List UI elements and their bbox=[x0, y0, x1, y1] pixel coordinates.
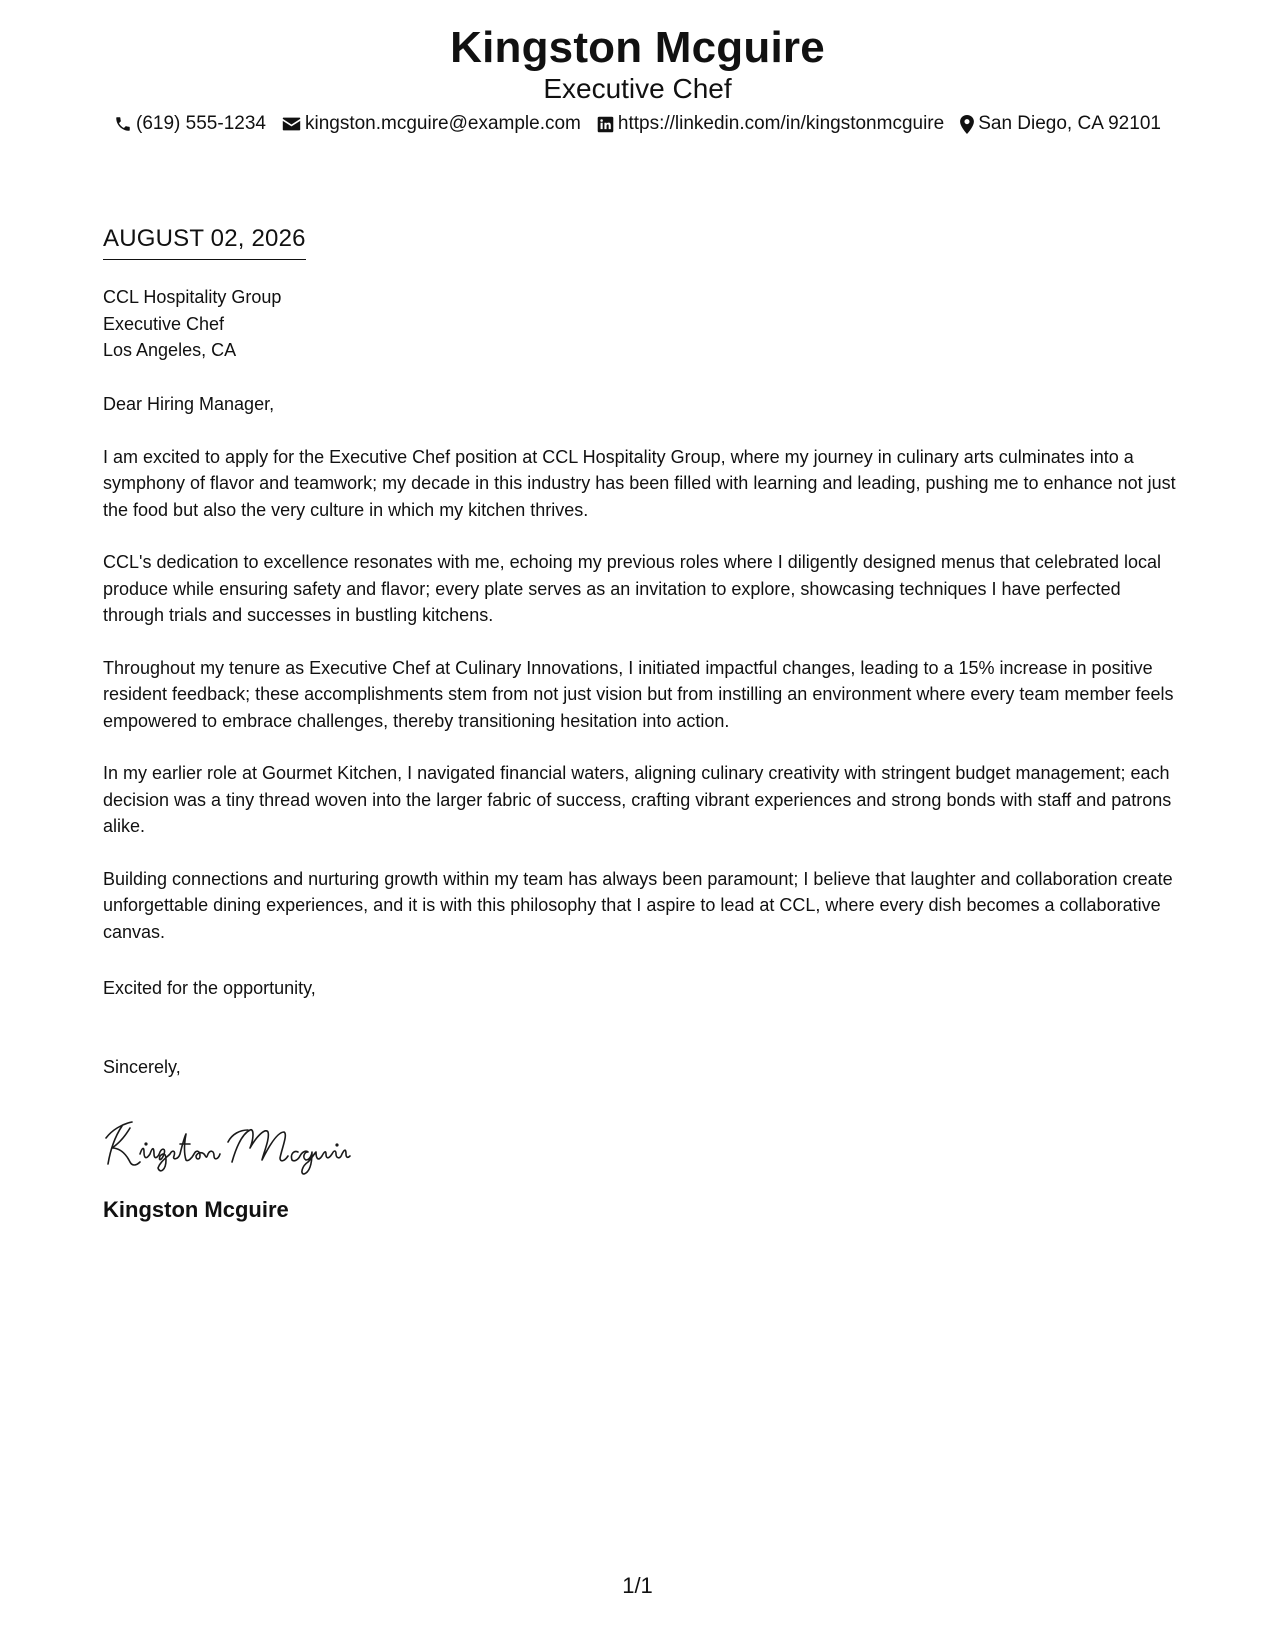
body-paragraph: CCL's dedication to excellence resonates with me, echoing my previous roles where I diligently designed menus that celebrated local produce while ensuring safety and flavor; every plate serves as an invitation to explore, showcasing techniques I have perfected through trials and successes in bustling kitchens. bbox=[103, 552, 1162, 625]
contact-location bbox=[960, 112, 1161, 136]
email-link: kingston.mcguire@example.com bbox=[304, 113, 581, 134]
linkedin-icon bbox=[597, 116, 618, 133]
phone-text: (619) 555-1234 bbox=[136, 113, 266, 134]
body-paragraph: Building connections and nurturing growth within my team has always been paramount; I believe that laughter and collaboration create unforgettable dining experiences, and it is with this philosophy that I aspire to lead at CCL, where every dish becomes a collaborative canvas. bbox=[103, 868, 1173, 942]
envelope-icon bbox=[282, 116, 305, 132]
location-text: San Diego, CA 92101 bbox=[978, 113, 1161, 134]
applicant-name: Kingston Mcguire bbox=[450, 23, 825, 72]
body-paragraph: In my earlier role at Gourmet Kitchen, I navigated financial waters, aligning culinary creativity with stringent budget management; each decision was a tiny thread woven into the larger fabric of success, crafting vibrant experiences and strong bonds with staff and patrons alike. bbox=[103, 763, 1172, 836]
contact-email[interactable] bbox=[282, 112, 581, 136]
body-paragraph: Throughout my tenure as Executive Chef at Culinary Innovations, I initiated impactful changes, leading to a 15% increase in positive resident feedback; these accomplishments stem from not just vision but from instilling an environment where every team member feels empowered to embrace challenges, thereby transitioning hesitation into action. bbox=[103, 657, 1174, 731]
contact-linkedin[interactable] bbox=[597, 112, 944, 136]
body-paragraph: I am excited to apply for the Executive Chef position at CCL Hospitality Group, where my journey in culinary arts culminates into a symphony of flavor and teamwork; my decade in this industry has been filled with learning and leading, pushing me to enhance not just the food but also the very culture in which my kitchen thrives. bbox=[103, 446, 1176, 520]
letter-date: AUGUST 02, 2026 bbox=[103, 224, 306, 260]
closing-line: Excited for the opportunity, bbox=[103, 978, 316, 998]
contact-bar bbox=[0, 112, 1275, 136]
recipient-company: CCL Hospitality Group bbox=[103, 287, 282, 307]
recipient-position: Executive Chef bbox=[103, 313, 225, 334]
linkedin-link: https://linkedin.com/in/kingstonmcguire bbox=[617, 113, 945, 134]
handwritten-signature bbox=[100, 1108, 370, 1178]
sign-off: Sincerely, bbox=[103, 1057, 181, 1077]
applicant-title: Executive Chef bbox=[543, 73, 732, 104]
contact-phone[interactable] bbox=[114, 112, 266, 136]
map-marker-icon bbox=[960, 115, 978, 134]
recipient-location: Los Angeles, CA bbox=[103, 340, 237, 360]
letter-body bbox=[103, 391, 1183, 971]
salutation: Dear Hiring Manager, bbox=[103, 394, 275, 414]
phone-icon bbox=[114, 115, 136, 133]
page-number: 1/1 bbox=[622, 1573, 653, 1598]
recipient-block bbox=[103, 284, 281, 364]
signer-name: Kingston Mcguire bbox=[103, 1197, 289, 1222]
